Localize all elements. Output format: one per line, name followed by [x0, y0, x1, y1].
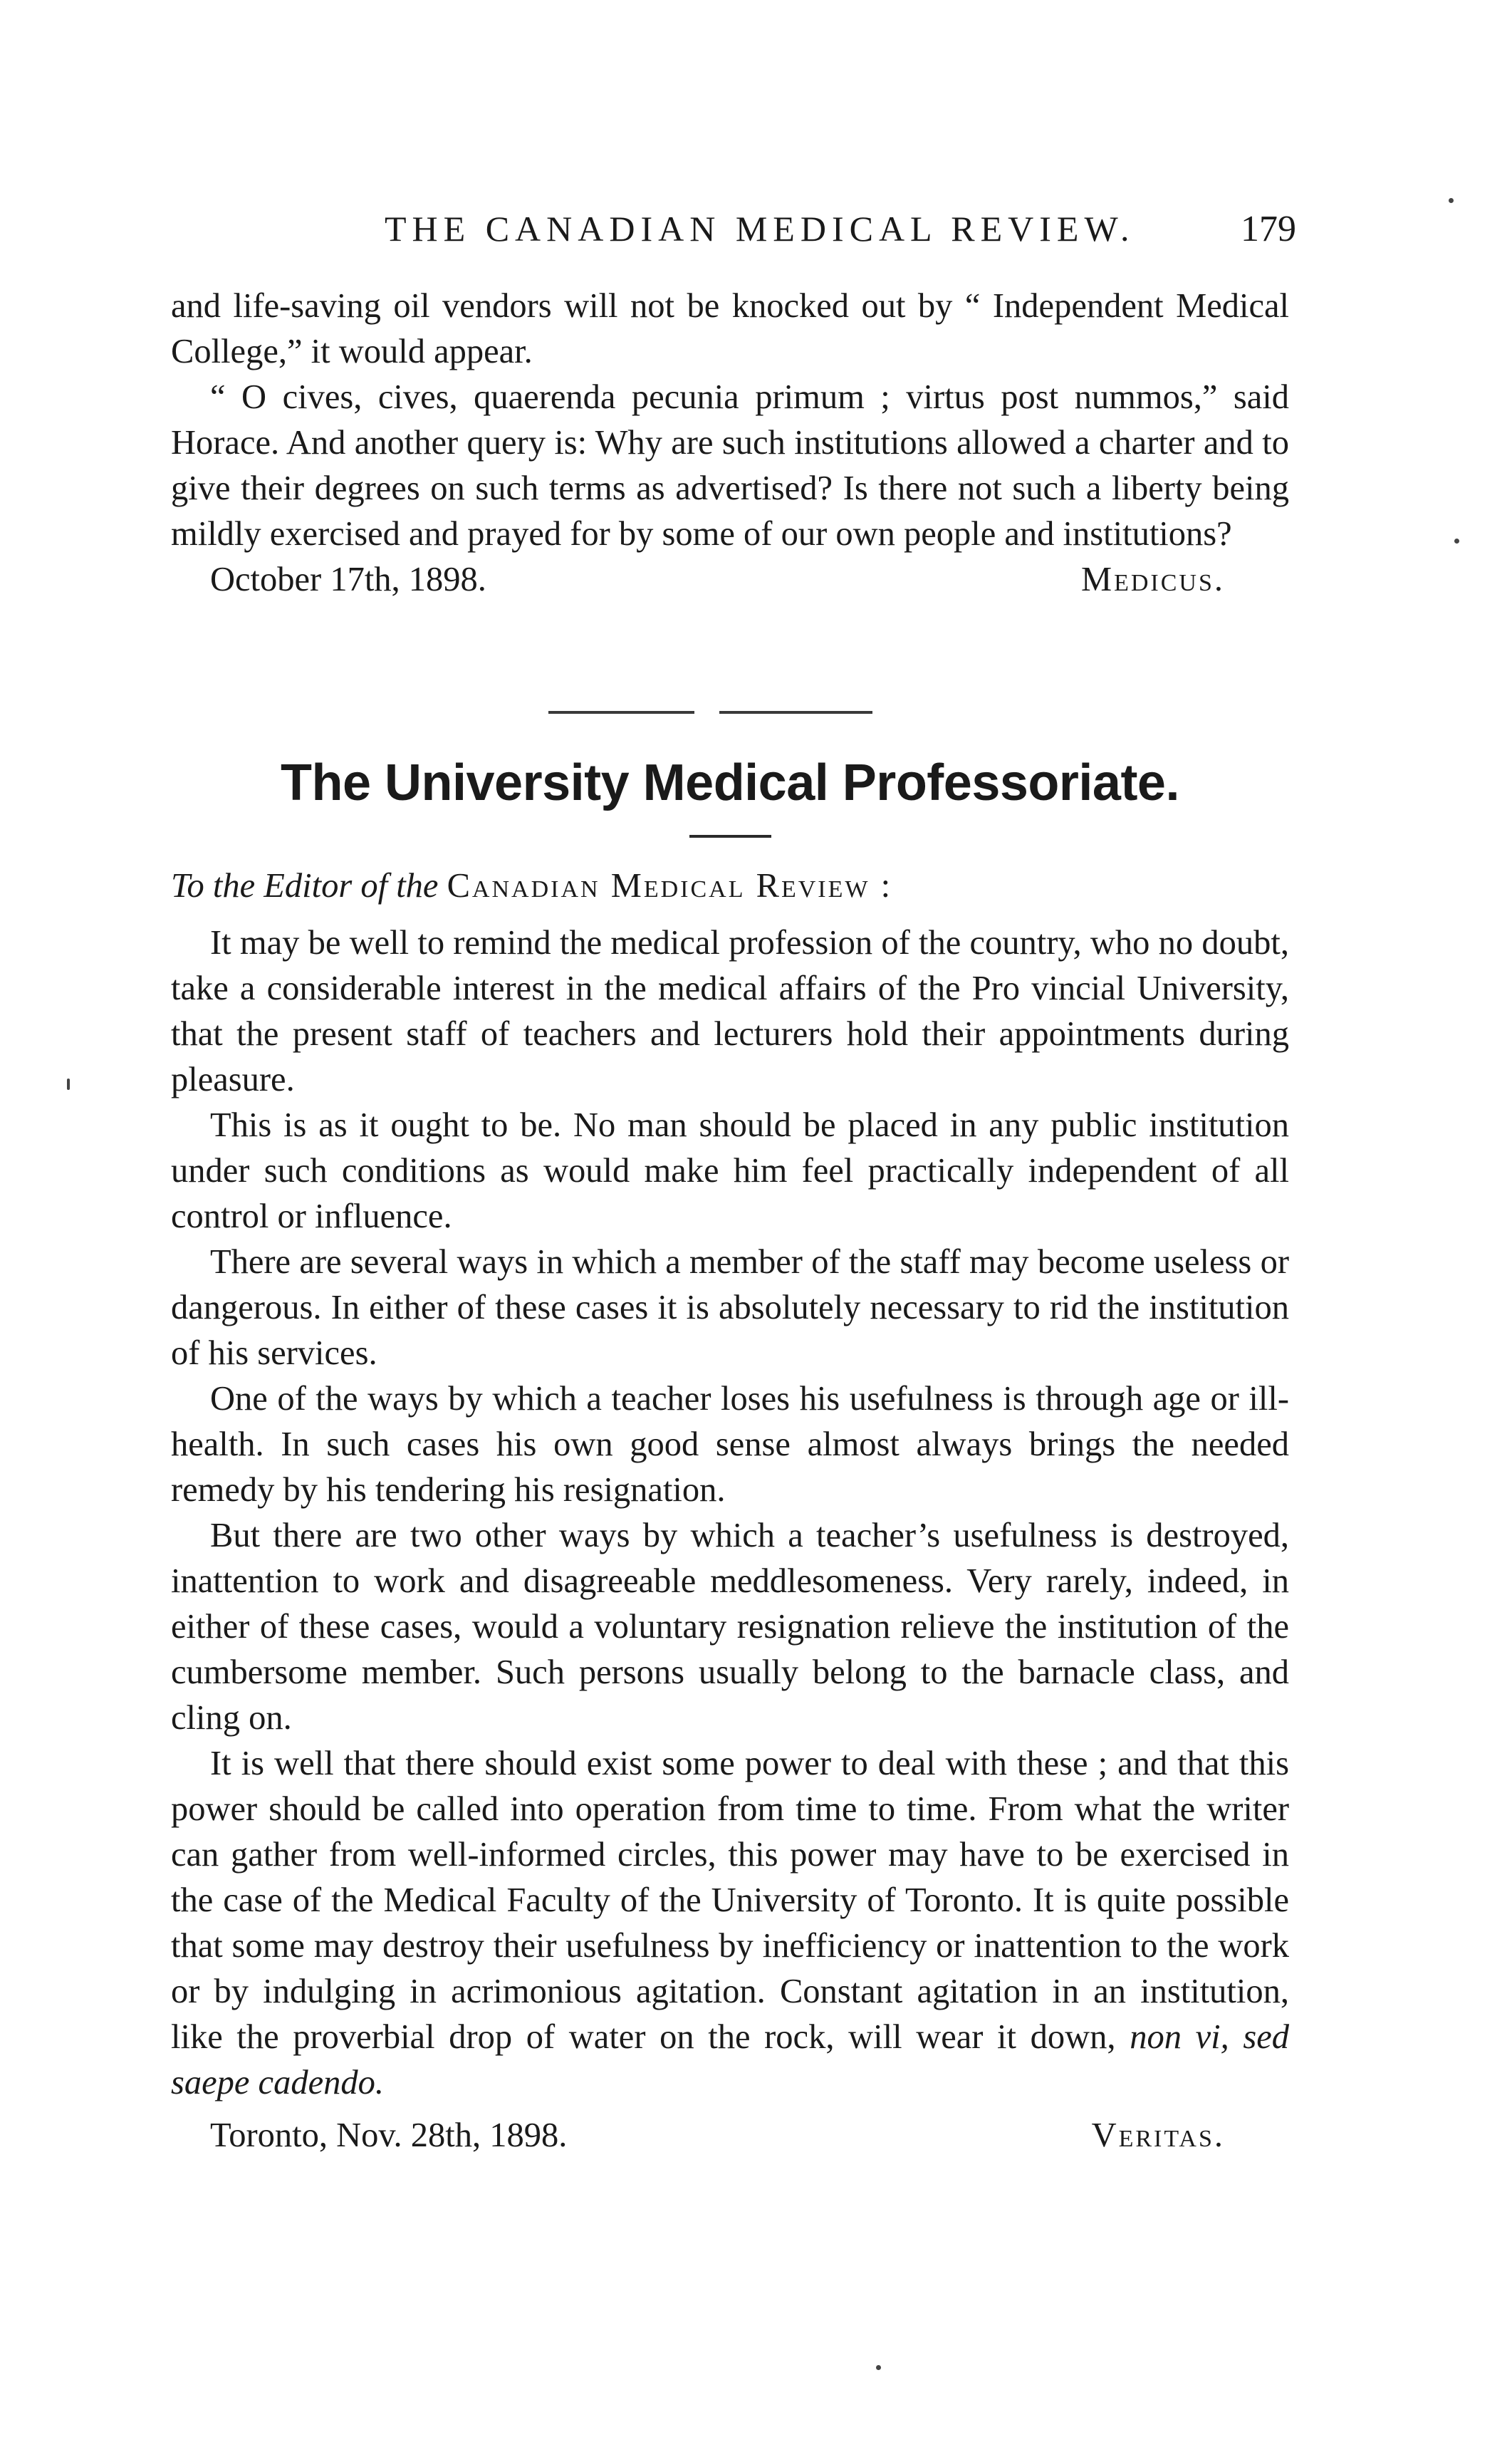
latin-closing: non vi, sed saepe cadendo.	[171, 2018, 1289, 2101]
paragraph-last	[171, 1741, 1289, 2106]
running-head	[171, 208, 1296, 258]
paragraph-text: It is well that there should exist some power to deal with these ; and that this power should be called into operation from time to time. From what the writer can gather from well-informed circles, this power may have to be exercised in the case of the Medical Faculty of the University of Toronto. It is quite possible that some may destroy their usefulness by inefficiency or inattention to the work or by indulging in acrimonious agitation. Constant agitation in an institution, like the proverbial drop of water on the rock, will wear it down,	[171, 1745, 1289, 2056]
salutation-italic: To the Editor of the	[171, 867, 439, 905]
speck	[67, 1079, 70, 1090]
letter-medicus	[171, 284, 1289, 603]
signature: Medicus.	[1080, 561, 1225, 598]
salutation	[171, 863, 892, 909]
signature: Veritas.	[1091, 2116, 1225, 2154]
paragraph: This is as it ought to be. No man should be placed in any public institution under such conditions as would make him feel practically independent of all control or influence.	[171, 1106, 1289, 1235]
letter-date: Toronto, Nov. 28th, 1898.	[210, 2116, 568, 2154]
speck	[876, 2365, 881, 2370]
paragraph: But there are two other ways by which a teacher’s usefulness is destroyed, inattention to work and disagreeable meddlesomeness. Very rarely, indeed, in either of these cases, would a voluntary resignation relieve the institution of the cumbersome member. Such persons usually belong to the barnacle class, and cling on.	[171, 1517, 1289, 1737]
article-title: The University Medical Professoriate.	[281, 754, 1179, 811]
page-number: 179	[1241, 209, 1296, 249]
speck	[1454, 539, 1459, 544]
speck	[1449, 198, 1454, 203]
paragraph: and life-saving oil vendors will not be knocked out by “ Independent Medical College,” it would appear.	[171, 287, 1289, 370]
section-divider-left	[548, 711, 694, 714]
letter-date: October 17th, 1898.	[210, 561, 486, 598]
running-title: THE CANADIAN MEDICAL REVIEW.	[385, 209, 1135, 249]
signoff	[171, 557, 1289, 603]
letter-veritas	[171, 920, 1289, 2158]
salutation-journal: Canadian Medical Review :	[447, 867, 893, 905]
paragraph: “ O cives, cives, quaerenda pecunia primum ; virtus post nummos,” said Horace. And another query is: Why are such institutions allowed a charter and to give their degrees on such terms as advertised? Is there not such a liberty being mildly exercised and prayed for by some of our own people and institutions?	[171, 378, 1289, 553]
signoff	[171, 2113, 1289, 2158]
paragraph: There are several ways in which a member of the staff may become useless or dangerous. In either of these cases it is absolutely necessary to rid the institution of his services.	[171, 1243, 1289, 1372]
section-divider-right	[719, 711, 872, 714]
title-rule	[689, 835, 771, 838]
paragraph: One of the ways by which a teacher loses his usefulness is through age or ill-health. In such cases his own good sense almost always brings the needed remedy by his tendering his resignation.	[171, 1380, 1289, 1509]
paragraph: It may be well to remind the medical profession of the country, who no doubt, take a considerable interest in the medical affairs of the Pro vincial University, that the present staff of teachers and lecturers hold their appointments during pleasure.	[171, 924, 1289, 1098]
